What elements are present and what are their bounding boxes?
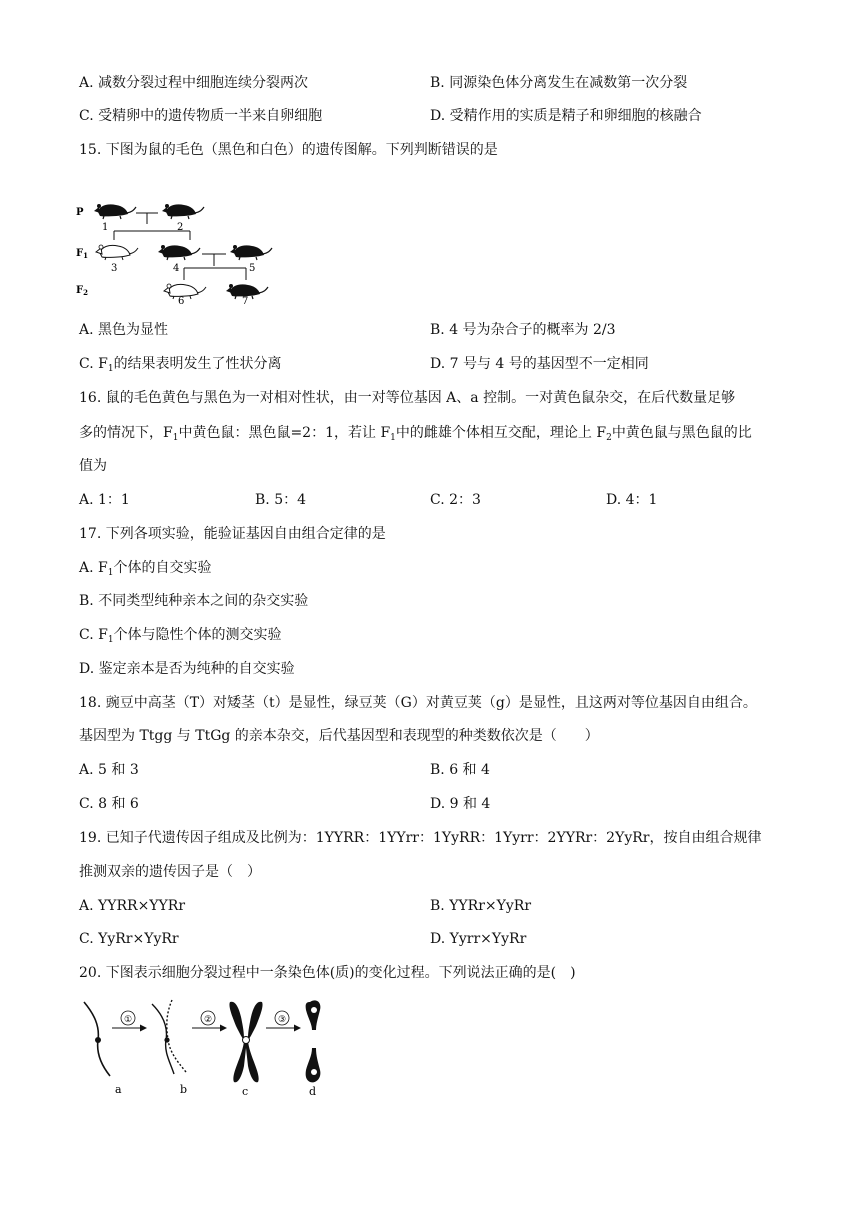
q15-option-b: B. 4 号为杂合子的概率为 2/3: [430, 322, 616, 338]
centromere-c: [243, 1037, 250, 1044]
q14-option-b: B. 同源染色体分离发生在减数第一次分裂: [430, 75, 688, 91]
q19-option-c: C. YyRr×YyRr: [79, 931, 179, 947]
q18-option-a: A. 5 和 3: [79, 762, 139, 778]
mouse-6-white: [164, 284, 206, 299]
step-1-label: ①: [124, 1015, 133, 1025]
chromatin-strand-b1: [152, 1004, 174, 1074]
mouse-4-number: 4: [173, 263, 180, 274]
generation-f2-label: $F_2$: [76, 285, 88, 297]
centromere-a: [95, 1037, 101, 1043]
chromatid-d-lower: [306, 1048, 321, 1082]
mouse-5-number: 5: [249, 263, 256, 274]
generation-p-label: P: [76, 207, 84, 218]
q16-option-a: A. 1：1: [79, 492, 130, 508]
label-a: a: [115, 1083, 122, 1096]
q19-stem-line-1: 19. 已知子代遗传因子组成及比例为：1YYRR：1YYrr：1YyRR：1Yyrr：2YYRr：2YyRr，按自由组合规律: [79, 830, 762, 846]
q16-stem-line-3: 值为: [79, 458, 107, 474]
mouse-3-number: 3: [111, 263, 118, 274]
mouse-7-number: 7: [242, 296, 249, 306]
mouse-1-number: 1: [102, 222, 109, 233]
mouse-1-black: [94, 204, 136, 219]
q16-stem-line-1: 16. 鼠的毛色黄色与黑色为一对相对性状，由一对等位基因 A、a 控制。一对黄色鼠杂交，在后代数量足够: [79, 390, 736, 406]
q17-option-c: C. $F_1$个体与隐性个体的测交实验: [79, 627, 282, 645]
q16-stem-line-2: 多的情况下，$F_1$中黄色鼠：黑色鼠=2：1，若让 $F_1$中的雌雄个体相互交配，理论上 $F_2$中黄色鼠与黑色鼠的比: [79, 425, 752, 443]
q16-option-d: D. 4：1: [606, 492, 658, 508]
q16-option-c: C. 2：3: [430, 492, 481, 508]
q18-option-c: C. 8 和 6: [79, 796, 139, 812]
chromosome-change-figure: [80, 996, 340, 1096]
mouse-2-black: [162, 204, 204, 219]
q14-option-d: D. 受精作用的实质是精子和卵细胞的核融合: [430, 108, 702, 124]
q18-stem-line-2: 基因型为 Ttgg 与 TtGg 的亲本杂交，后代基因型和表现型的种类数依次是（ ）: [79, 728, 599, 744]
q17-stem: 17. 下列各项实验，能验证基因自由组合定律的是: [79, 526, 386, 542]
q16-option-b: B. 5：4: [255, 492, 307, 508]
q15-option-c: C. $F_1$的结果表明发生了性状分离: [79, 356, 282, 374]
label-b: b: [180, 1083, 188, 1096]
mouse-3-white: [96, 245, 138, 260]
q19-option-b: B. YYRr×YyRr: [430, 898, 532, 914]
q15-stem: 15. 下图为鼠的毛色（黑色和白色）的遗传图解。下列判断错误的是: [79, 142, 498, 158]
q19-stem-line-2: 推测双亲的遗传因子是（ ）: [79, 864, 261, 880]
label-d: d: [309, 1085, 317, 1096]
step-2-label: ②: [204, 1015, 213, 1025]
mouse-6-number: 6: [178, 296, 185, 306]
generation-f1-label: $F_1$: [76, 248, 88, 260]
q17-option-d: D. 鉴定亲本是否为纯种的自交实验: [79, 661, 295, 677]
q17-option-a: A. $F_1$个体的自交实验: [79, 560, 212, 578]
q18-option-b: B. 6 和 4: [430, 762, 490, 778]
chromatid-d-upper: [306, 1000, 321, 1030]
mouse-4-black: [158, 245, 200, 260]
mouse-2-number: 2: [177, 222, 184, 233]
q20-stem: 20. 下图表示细胞分裂过程中一条染色体(质)的变化过程。下列说法正确的是( ): [79, 965, 576, 981]
f1-cross-lines: [184, 254, 246, 280]
q18-option-d: D. 9 和 4: [430, 796, 491, 812]
q14-option-a: A. 减数分裂过程中细胞连续分裂两次: [79, 75, 309, 91]
q15-option-a: A. 黑色为显性: [79, 322, 169, 338]
chromatid-d-upper-gap: [311, 1007, 317, 1013]
chromatid-d-lower-gap: [311, 1069, 317, 1075]
q14-option-c: C. 受精卵中的遗传物质一半来自卵细胞: [79, 108, 323, 124]
mouse-5-black: [230, 245, 272, 260]
q17-option-b: B. 不同类型纯种亲本之间的杂交实验: [79, 593, 309, 609]
q19-option-a: A. YYRR×YYRr: [79, 898, 186, 914]
label-c: c: [242, 1085, 249, 1096]
mouse-pedigree-figure: [74, 196, 284, 306]
q15-option-d: D. 7 号与 4 号的基因型不一定相同: [430, 356, 649, 372]
centromere-b: [164, 1037, 169, 1042]
q19-option-d: D. Yyrr×YyRr: [430, 931, 527, 947]
q18-stem-line-1: 18. 豌豆中高茎（T）对矮茎（t）是显性，绿豆荚（G）对黄豆荚（g）是显性，且这两对等位基因自由组合。: [79, 695, 757, 711]
step-3-label: ③: [278, 1015, 287, 1025]
